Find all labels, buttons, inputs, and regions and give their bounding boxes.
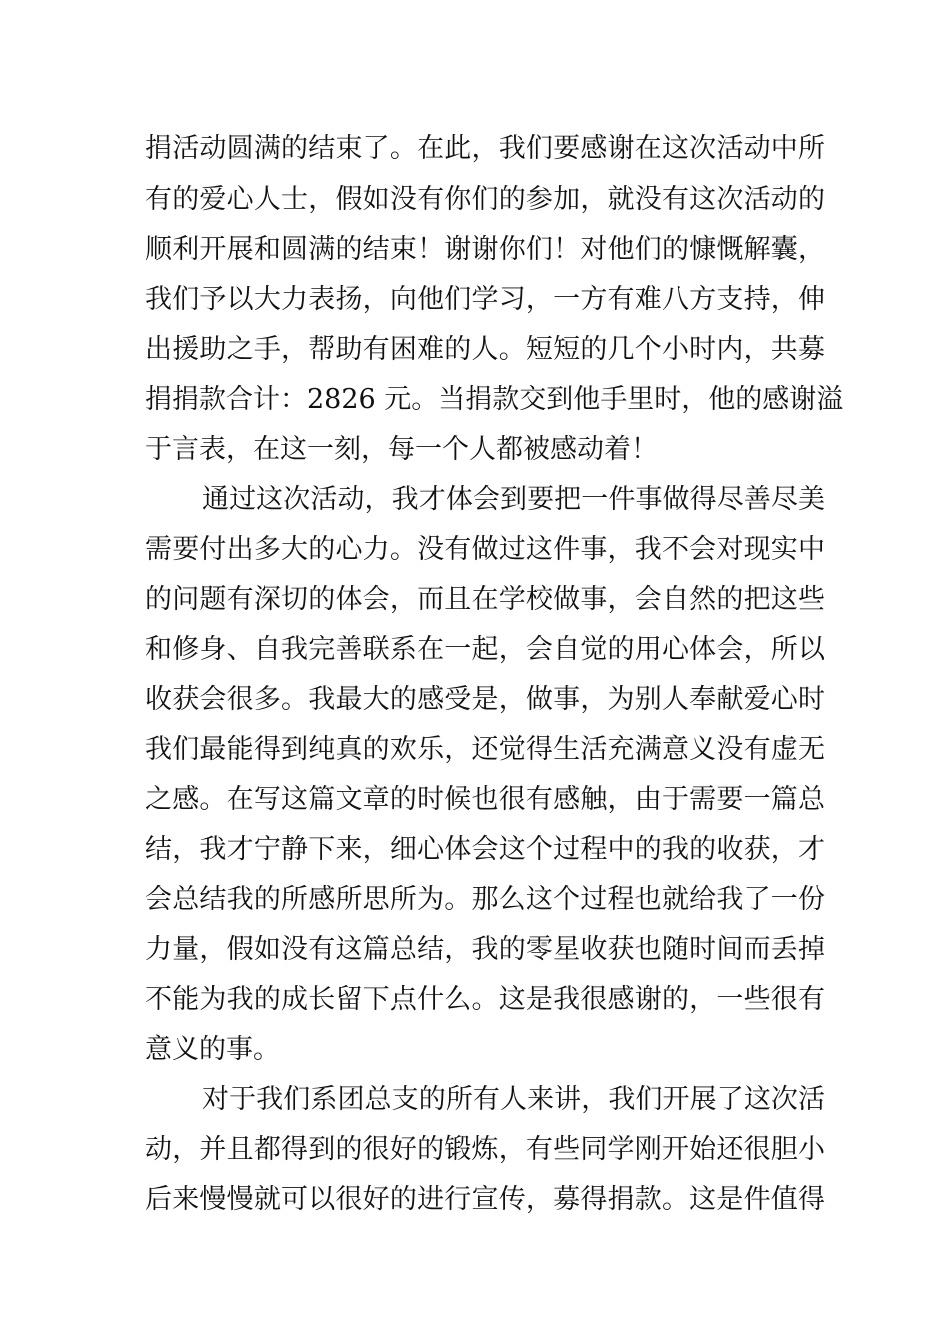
text-line: 出援助之手，帮助有困难的人。短短的几个小时内，共募 xyxy=(145,334,825,365)
text-line: 结，我才宁静下来，细心体会这个过程中的我的收获，才 xyxy=(145,834,825,865)
text-line: 意义的事。 xyxy=(145,1034,280,1065)
text-line: 有的爱心人士，假如没有你们的参加，就没有这次活动的 xyxy=(145,184,825,215)
text-line: 捐捐款合计：2826 元。当捐款交到他手里时，他的感谢溢 xyxy=(145,384,844,415)
paragraph-first-line: 对于我们系团总支的所有人来讲，我们开展了这次活 xyxy=(202,1084,825,1115)
text-line: 我们最能得到纯真的欢乐，还觉得生活充满意义没有虚无 xyxy=(145,734,825,765)
text-line: 我们予以大力表扬，向他们学习，一方有难八方支持，伸 xyxy=(145,284,825,315)
text-line: 力量，假如没有这篇总结，我的零星收获也随时间而丢掉 xyxy=(145,934,825,965)
text-line: 于言表，在这一刻，每一个人都被感动着！ xyxy=(145,434,658,465)
text-line: 和修身、自我完善联系在一起，会自觉的用心体会，所以 xyxy=(145,634,825,665)
text-line: 的问题有深切的体会，而且在学校做事，会自然的把这些 xyxy=(145,584,825,615)
text-line: 不能为我的成长留下点什么。这是我很感谢的，一些很有 xyxy=(145,984,825,1015)
text-line: 会总结我的所感所思所为。那么这个过程也就给我了一份 xyxy=(145,884,825,915)
text-line: 收获会很多。我最大的感受是，做事，为别人奉献爱心时 xyxy=(145,684,825,715)
text-line: 顺利开展和圆满的结束！谢谢你们！对他们的慷慨解囊， xyxy=(145,234,825,265)
text-line: 捐活动圆满的结束了。在此，我们要感谢在这次活动中所 xyxy=(145,133,825,164)
text-line: 动，并且都得到的很好的锻炼，有些同学刚开始还很胆小 xyxy=(145,1134,825,1165)
text-line: 后来慢慢就可以很好的进行宣传，募得捐款。这是件值得 xyxy=(145,1184,825,1215)
text-line: 需要付出多大的心力。没有做过这件事，我不会对现实中 xyxy=(145,534,825,565)
text-line: 之感。在写这篇文章的时候也很有感触，由于需要一篇总 xyxy=(145,784,825,815)
paragraph-first-line: 通过这次活动，我才体会到要把一件事做得尽善尽美 xyxy=(202,484,825,515)
